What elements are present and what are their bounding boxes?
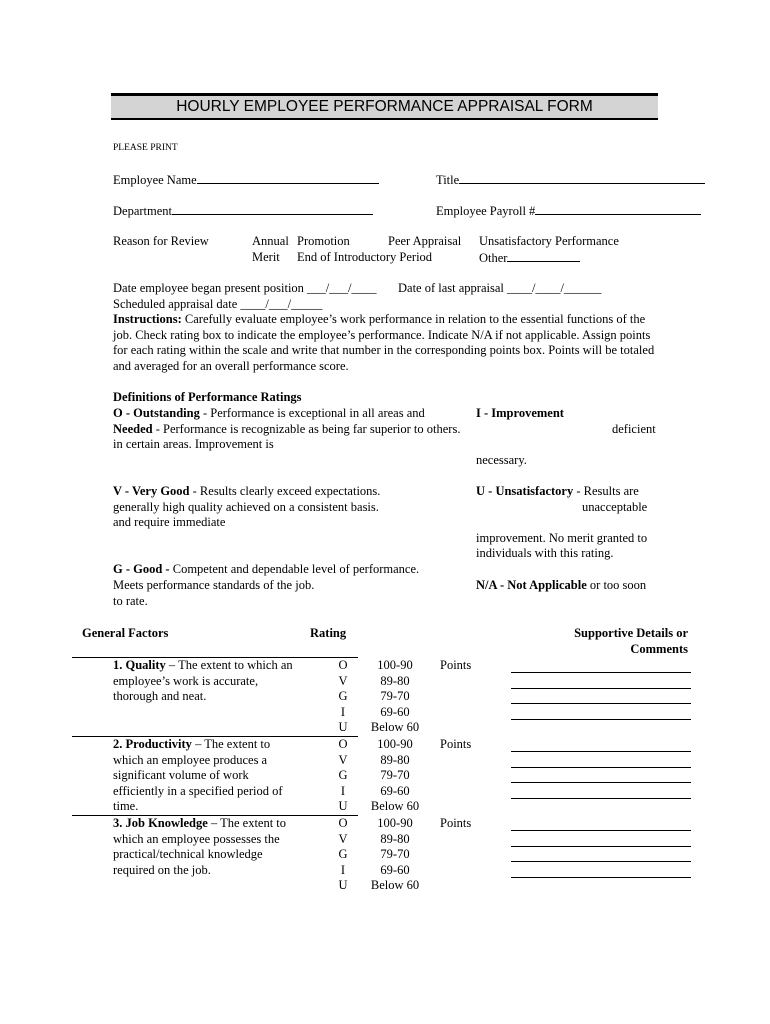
- factor-quality-desc: – The extent to which an employee’s work is accurate, thorough and neat.: [113, 658, 293, 704]
- factor-job-knowledge: [113, 816, 303, 878]
- factor-job-knowledge-desc: – The extent to which an employee possesses the practical/technical knowledge required on the job.: [113, 816, 287, 877]
- reason-peer-appraisal[interactable]: Peer Appraisal: [388, 234, 462, 248]
- def-necessary: necessary.: [476, 453, 527, 467]
- rating-option-o[interactable]: O: [338, 737, 348, 751]
- reason-label: Reason for Review: [113, 234, 209, 248]
- comment-line[interactable]: [511, 830, 691, 831]
- def-very-good-line3: and require immediate: [113, 515, 226, 529]
- comment-line[interactable]: [511, 877, 691, 878]
- payroll-label: Employee Payroll #: [436, 204, 536, 218]
- def-unsatisfactory-line4: individuals with this rating.: [476, 546, 614, 560]
- rating-option-i[interactable]: I: [340, 704, 346, 719]
- col-general-factors: General Factors: [82, 626, 169, 640]
- def-good-text: Competent and dependable level of performance.: [169, 562, 420, 576]
- def-needed-label: Needed: [113, 422, 153, 436]
- rating-range: Below 60: [370, 799, 420, 814]
- title-field[interactable]: [436, 172, 705, 188]
- rating-option-o[interactable]: O: [338, 816, 348, 830]
- def-needed: [113, 422, 460, 437]
- rating-option-u[interactable]: U: [338, 720, 348, 735]
- employee-name-field[interactable]: [113, 172, 379, 188]
- department-label: Department: [113, 204, 173, 218]
- rating-range: 79-70: [380, 689, 410, 704]
- def-deficient: deficient: [612, 422, 656, 436]
- def-na-label: N/A - Not Applicable: [476, 578, 587, 592]
- col-comments: Comments: [630, 642, 688, 656]
- comment-line[interactable]: [511, 798, 691, 799]
- instructions-text: Carefully evaluate employee’s work performance in relation to the essential functions of the job. Check rating box to indicate the employee’s performance. Indicate N/A if not applicable. Assign points for each rating within the scale and write that number in the corresponding points box. Points will be totaled and averaged for an overall performance score.: [113, 312, 655, 373]
- rating-option-g[interactable]: G: [338, 689, 348, 704]
- points-box[interactable]: Points: [440, 816, 472, 830]
- please-print-note: PLEASE PRINT: [113, 143, 178, 153]
- def-unsatisfactory-label: U - Unsatisfactory: [476, 484, 574, 498]
- rating-option-g[interactable]: G: [338, 847, 348, 862]
- factor-quality-title: 1. Quality: [113, 658, 166, 672]
- factor-productivity-title: 2. Productivity: [113, 737, 192, 751]
- def-outstanding-label: O - Outstanding: [113, 406, 200, 420]
- payroll-field[interactable]: [436, 203, 701, 219]
- col-rating: Rating: [310, 626, 347, 640]
- rating-range: 100-90: [377, 658, 413, 672]
- def-very-good-line2: generally high quality achieved on a consistent basis.: [113, 500, 379, 514]
- def-good-label: G - Good -: [113, 562, 170, 576]
- def-very-good: [113, 484, 380, 499]
- date-scheduled-appraisal[interactable]: Scheduled appraisal date ____/___/_____: [113, 297, 323, 311]
- rating-range: 69-60: [380, 862, 410, 877]
- reason-other-label: Other: [479, 251, 508, 265]
- reason-end-introductory[interactable]: End of Introductory Period: [297, 250, 433, 264]
- def-na-text: or too soon: [586, 578, 647, 592]
- rating-range: 89-80: [380, 673, 410, 688]
- employee-name-line[interactable]: [197, 172, 379, 184]
- def-improvement-is: in certain areas. Improvement is: [113, 437, 274, 451]
- employee-name-label: Employee Name: [113, 173, 197, 187]
- department-line[interactable]: [172, 203, 373, 215]
- rating-range: 69-60: [380, 783, 410, 798]
- definitions-heading: Definitions of Performance Ratings: [113, 390, 302, 404]
- reason-promotion[interactable]: Promotion: [297, 234, 350, 248]
- def-outstanding: [113, 406, 425, 421]
- rating-option-u[interactable]: U: [338, 799, 348, 814]
- reason-unsatisfactory[interactable]: Unsatisfactory Performance: [479, 234, 619, 248]
- def-unsatisfactory-line3: improvement. No merit granted to: [476, 531, 648, 545]
- def-good-line3: to rate.: [113, 594, 148, 608]
- reason-merit[interactable]: Merit: [252, 250, 280, 264]
- def-very-good-label: V - Very Good: [113, 484, 190, 498]
- rating-range: 79-70: [380, 847, 410, 862]
- rating-option-u[interactable]: U: [338, 878, 348, 893]
- form-title: HOURLY EMPLOYEE PERFORMANCE APPRAISAL FORM: [111, 93, 658, 120]
- rating-range: 100-90: [377, 737, 413, 751]
- payroll-line[interactable]: [535, 203, 701, 215]
- comment-line[interactable]: [511, 751, 691, 752]
- def-outstanding-text: - Performance is exceptional in all areas and: [199, 406, 425, 420]
- rating-option-o[interactable]: O: [338, 658, 348, 672]
- def-unacceptable: unacceptable: [582, 500, 648, 514]
- rating-option-v[interactable]: V: [338, 831, 348, 846]
- def-very-good-text: - Results clearly exceed expectations.: [189, 484, 381, 498]
- def-good: [113, 562, 419, 577]
- comment-line[interactable]: [511, 861, 691, 862]
- def-needed-text: - Performance is recognizable as being far superior to others.: [152, 422, 461, 436]
- rating-option-v[interactable]: V: [338, 752, 348, 767]
- factor-quality: [113, 658, 298, 705]
- def-not-applicable: [476, 578, 646, 593]
- def-unsatisfactory: [476, 484, 639, 499]
- date-began-position[interactable]: Date employee began present position ___/___/____: [113, 281, 377, 295]
- factor-productivity: [113, 737, 288, 815]
- def-good-line2: Meets performance standards of the job.: [113, 578, 315, 592]
- department-field[interactable]: [113, 203, 373, 219]
- col-supportive-details: Supportive Details or: [574, 626, 688, 640]
- rating-option-i[interactable]: I: [340, 862, 346, 877]
- points-box[interactable]: Points: [440, 658, 472, 672]
- def-improvement-label: I - Improvement: [476, 406, 564, 420]
- rating-option-g[interactable]: G: [338, 768, 348, 783]
- rating-option-v[interactable]: V: [338, 673, 348, 688]
- title-line[interactable]: [459, 172, 705, 184]
- title-label: Title: [436, 173, 460, 187]
- rating-range: Below 60: [370, 878, 420, 893]
- rating-range: 89-80: [380, 752, 410, 767]
- reason-other[interactable]: [479, 250, 580, 266]
- rating-range: 100-90: [377, 816, 413, 830]
- reason-other-line[interactable]: [507, 250, 580, 262]
- comment-line[interactable]: [511, 767, 691, 768]
- comment-line[interactable]: [511, 688, 691, 689]
- comment-line[interactable]: [511, 846, 691, 847]
- comment-line[interactable]: [511, 672, 691, 673]
- rating-range: 89-80: [380, 831, 410, 846]
- factor-job-knowledge-title: 3. Job Knowledge: [113, 816, 208, 830]
- comment-line[interactable]: [511, 719, 691, 720]
- comment-line[interactable]: [511, 703, 691, 704]
- rating-range: 79-70: [380, 768, 410, 783]
- instructions-label: Instructions:: [113, 312, 182, 326]
- points-box[interactable]: Points: [440, 737, 472, 751]
- reason-annual[interactable]: Annual: [252, 234, 289, 248]
- date-last-appraisal[interactable]: Date of last appraisal ____/____/______: [398, 281, 602, 295]
- factor-productivity-desc: – The extent to which an employee produces a significant volume of work efficiently in a specified period of time.: [113, 737, 283, 814]
- comment-line[interactable]: [511, 782, 691, 783]
- rating-option-i[interactable]: I: [340, 783, 346, 798]
- rating-range: 69-60: [380, 704, 410, 719]
- instructions-paragraph: [113, 312, 658, 374]
- def-unsatisfactory-text: - Results are: [573, 484, 639, 498]
- rating-range: Below 60: [370, 720, 420, 735]
